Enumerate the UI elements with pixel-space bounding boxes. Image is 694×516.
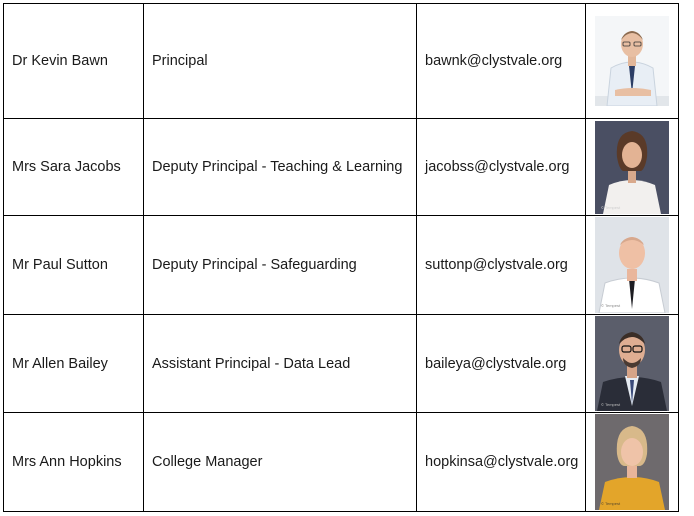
staff-name-cell [4,315,144,413]
staff-role-cell [144,4,417,119]
staff-name: Mrs Ann Hopkins [12,454,122,470]
table-row [4,216,679,315]
staff-photo-cell [586,413,679,512]
staff-role-cell [144,315,417,413]
staff-role: College Manager [152,454,263,470]
staff-photo [595,121,669,214]
staff-photo-cell [586,119,679,216]
svg-text:© Tempest: © Tempest [601,402,621,407]
staff-role-cell [144,216,417,315]
staff-email: baileya@clystvale.org [425,355,567,372]
staff-name: Mr Paul Sutton [12,257,108,273]
staff-role: Assistant Principal - Data Lead [152,355,351,372]
staff-photo-cell [586,216,679,315]
staff-email-cell [417,4,586,119]
staff-email: suttonp@clystvale.org [425,257,568,273]
staff-photo [595,414,669,510]
staff-email-cell [417,413,586,512]
staff-name: Mrs Sara Jacobs [12,159,121,175]
staff-name: Dr Kevin Bawn [12,53,108,69]
staff-email-cell [417,119,586,216]
staff-email: hopkinsa@clystvale.org [425,454,579,470]
staff-name-cell [4,4,144,119]
staff-name-cell [4,216,144,315]
svg-text:© Tempest: © Tempest [601,204,621,210]
staff-name-cell [4,119,144,216]
staff-name: Mr Allen Bailey [12,355,108,372]
staff-role-cell [144,119,417,216]
staff-role: Deputy Principal - Safeguarding [152,257,357,273]
staff-name-cell [4,413,144,512]
staff-table [3,3,679,512]
staff-email: bawnk@clystvale.org [425,53,563,69]
table-row [4,119,679,216]
staff-email-cell [417,216,586,315]
staff-photo-cell [586,4,679,119]
staff-photo [595,217,669,313]
staff-role: Deputy Principal - Teaching & Learning [152,159,403,175]
staff-role: Principal [152,53,208,69]
staff-email-cell [417,315,586,413]
staff-role-cell [144,413,417,512]
staff-email: jacobss@clystvale.org [425,159,570,175]
svg-text:© Tempest: © Tempest [601,303,621,308]
staff-photo [595,316,669,411]
staff-photo [595,16,669,106]
staff-photo-cell [586,315,679,413]
svg-text:© Tempest: © Tempest [601,501,621,506]
table-row [4,413,679,512]
table-row [4,315,679,413]
table-row [4,4,679,119]
